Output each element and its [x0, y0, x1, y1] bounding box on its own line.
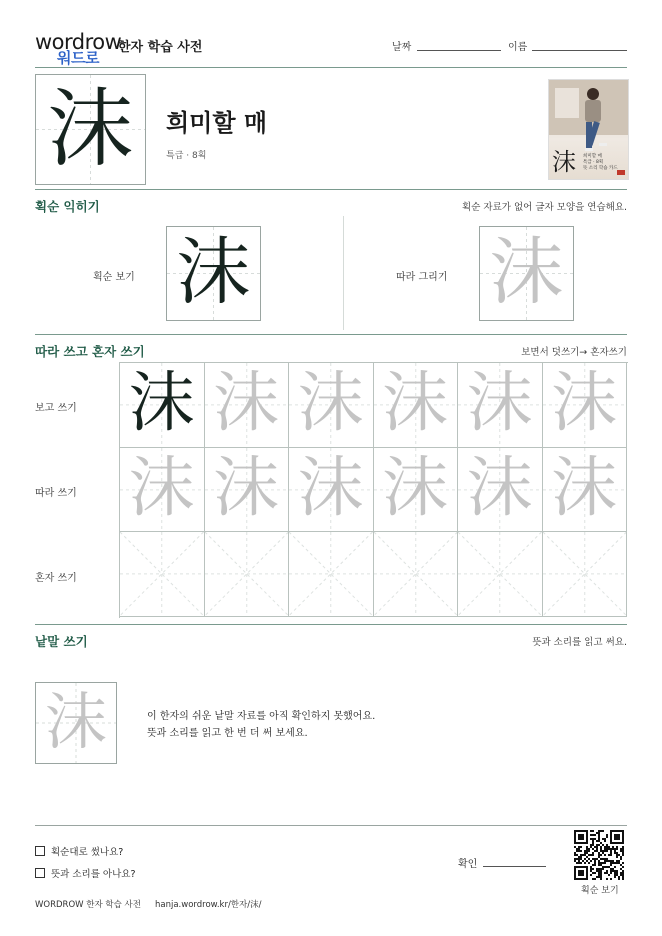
- section-divider: [35, 624, 627, 625]
- trace-character: 沫: [297, 448, 364, 526]
- hero-character-box: [35, 74, 146, 185]
- thumb-character: 沫: [552, 148, 576, 176]
- meaning-reading: 희미할 매: [166, 109, 268, 137]
- model-character: 沫: [128, 364, 195, 441]
- name-field[interactable]: [532, 50, 627, 51]
- checkbox-icon[interactable]: [35, 868, 45, 878]
- trace-character: 沫: [128, 448, 195, 526]
- logo-subtext: 워드로: [57, 49, 99, 67]
- footer-brand: WORDROW 한자 학습 사전: [35, 900, 141, 910]
- practice-cell[interactable]: [120, 363, 205, 448]
- illustration-card: [548, 79, 629, 180]
- grid-guide: [120, 532, 204, 616]
- word-message-line: 뜻과 소리를 읽고 한 번 더 써 보세요.: [147, 728, 308, 739]
- document-title: 한자 학습 사전: [118, 40, 203, 55]
- trace-box[interactable]: [479, 226, 574, 321]
- confirm-field[interactable]: [483, 866, 546, 867]
- thumb-line: 희미할 매: [583, 154, 602, 159]
- practice-cell[interactable]: [458, 363, 543, 448]
- section-divider: [35, 189, 627, 190]
- stroke-view-label: 획순 보기: [93, 272, 135, 283]
- practice-cell[interactable]: [289, 363, 374, 448]
- trace-character: 沫: [297, 364, 364, 441]
- row-label-see: 보고 쓰기: [35, 403, 77, 414]
- trace-character: 沫: [489, 229, 564, 315]
- date-label: 날짜: [392, 42, 412, 53]
- practice-cell[interactable]: [374, 363, 459, 448]
- word-message-line: 이 한자의 쉬운 낱말 자료를 아직 확인하지 못했어요.: [147, 711, 376, 722]
- practice-cell[interactable]: [374, 448, 459, 533]
- word-character: 沫: [44, 685, 107, 758]
- trace-character: 沫: [551, 364, 618, 441]
- practice-cell[interactable]: [205, 363, 290, 448]
- footer-url[interactable]: hanja.wordrow.kr/한자/沫/: [155, 900, 262, 910]
- grid-guide: [458, 532, 542, 616]
- practice-cell[interactable]: [120, 448, 205, 533]
- trace-label: 따라 그리기: [396, 272, 448, 283]
- hero-character: 沫: [47, 79, 134, 179]
- practice-cell[interactable]: [289, 448, 374, 533]
- checkbox-icon[interactable]: [35, 846, 45, 856]
- trace-character: 沫: [213, 364, 280, 441]
- grid-guide: [289, 532, 373, 616]
- word-character-box[interactable]: [35, 682, 117, 764]
- practice-cell[interactable]: [543, 532, 628, 617]
- grid-guide: [205, 532, 289, 616]
- trace-character: 沫: [466, 364, 533, 441]
- section-divider: [35, 334, 627, 335]
- practice-cell[interactable]: [543, 363, 628, 448]
- trace-character: 沫: [466, 448, 533, 526]
- checklist-item-meaning[interactable]: [35, 866, 136, 880]
- practice-cell[interactable]: [543, 448, 628, 533]
- footer-divider: [35, 825, 627, 826]
- qr-code-icon[interactable]: [574, 830, 624, 880]
- word-message: [147, 708, 375, 742]
- practice-cell[interactable]: [120, 532, 205, 617]
- checklist-label: 획순대로 썼나요?: [51, 847, 124, 858]
- trace-character: 沫: [551, 448, 618, 526]
- date-field[interactable]: [417, 50, 501, 51]
- stroke-view-character: 沫: [176, 229, 251, 315]
- grade-strokes: 특급 · 8획: [166, 151, 207, 161]
- name-label: 이름: [508, 42, 528, 53]
- vertical-divider: [343, 216, 344, 330]
- row-label-alone: 혼자 쓰기: [35, 573, 77, 584]
- qr-caption: 획순 보기: [581, 886, 619, 896]
- practice-grid[interactable]: [119, 362, 628, 618]
- grid-guide: [374, 532, 458, 616]
- stroke-view-box[interactable]: [166, 226, 261, 321]
- confirm-label: 확인: [458, 859, 478, 870]
- stroke-section-note: 획순 자료가 없어 글자 모양을 연습해요.: [462, 202, 627, 213]
- thumb-line: 특급 · 8획: [583, 160, 604, 165]
- practice-section-title: 따라 쓰고 혼자 쓰기: [35, 344, 145, 359]
- stroke-section-title: 획순 익히기: [35, 199, 100, 214]
- thumb-caption: [583, 154, 618, 172]
- practice-cell[interactable]: [205, 532, 290, 617]
- practice-cell[interactable]: [205, 448, 290, 533]
- header-divider: [35, 67, 627, 68]
- logo: [35, 30, 122, 67]
- checklist-label: 뜻과 소리를 아나요?: [51, 869, 136, 880]
- trace-character: 沫: [213, 448, 280, 526]
- checklist-item-strokes[interactable]: [35, 844, 123, 858]
- word-section-note: 뜻과 소리를 읽고 써요.: [532, 637, 627, 648]
- practice-cell[interactable]: [458, 532, 543, 617]
- thumb-line: 뜻 소리 학습 카드: [583, 166, 618, 171]
- trace-character: 沫: [382, 364, 449, 441]
- row-label-trace: 따라 쓰기: [35, 488, 77, 499]
- trace-character: 沫: [382, 448, 449, 526]
- practice-cell[interactable]: [374, 532, 459, 617]
- qr-code-graphic: [574, 830, 624, 880]
- practice-cell[interactable]: [458, 448, 543, 533]
- practice-section-note: 보면서 덧쓰기→ 혼자쓰기: [521, 347, 627, 358]
- grid-guide: [543, 532, 627, 616]
- logo-text: wordrow: [35, 30, 122, 54]
- word-section-title: 낱말 쓰기: [35, 634, 88, 649]
- practice-cell[interactable]: [289, 532, 374, 617]
